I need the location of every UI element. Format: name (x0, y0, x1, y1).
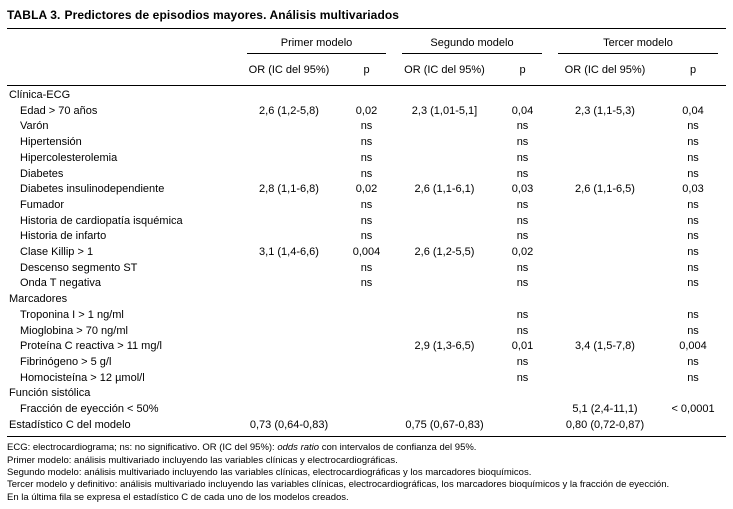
table-row (7, 276, 726, 292)
p-cell: ns (360, 277, 373, 290)
or-cell: 0,73 (0,64-0,83) (249, 418, 329, 431)
footnote-segment: Primer modelo: análisis multivariado incluyendo las variables clínicas y electrocardiográficas. (7, 454, 398, 466)
row-label: Hipertensión (20, 136, 82, 149)
or-cell: 2,3 (1,1-5,3) (575, 104, 635, 117)
results-table (7, 29, 726, 433)
p-cell: ns (687, 246, 699, 259)
p-cell (495, 292, 550, 308)
p-cell: 0,01 (511, 340, 534, 353)
p-cell: 0,04 (511, 104, 534, 117)
table-section-row (7, 86, 726, 104)
p-cell: ns (687, 230, 699, 243)
or-cell (550, 214, 660, 230)
p-cell (339, 339, 394, 355)
footnote-line (7, 492, 726, 504)
row-label: Mioglobina > 70 ng/ml (20, 324, 128, 337)
table-row (7, 198, 726, 214)
or-cell: 3,4 (1,5-7,8) (575, 340, 635, 353)
table-section-row (7, 292, 726, 308)
or-cell (550, 308, 660, 324)
or-cell (550, 371, 660, 387)
or-cell: 2,8 (1,1-6,8) (259, 183, 319, 196)
p-cell: 0,004 (352, 246, 381, 259)
table-row (7, 339, 726, 355)
or-cell (394, 324, 495, 340)
or-cell: 2,6 (1,1-6,1) (414, 183, 475, 196)
p-cell: 0,02 (511, 246, 534, 259)
p-cell: < 0,0001 (671, 403, 715, 416)
group-header-primer-modelo (239, 29, 394, 54)
row-label: Fracción de eyección < 50% (20, 403, 159, 416)
p-cell: 0,03 (682, 183, 704, 196)
p-cell: ns (687, 371, 699, 384)
row-label: Diabetes insulinodependiente (20, 183, 165, 196)
or-cell (239, 402, 339, 418)
group-label: Tercer modelo (558, 37, 718, 54)
or-cell (394, 308, 495, 324)
footnote-line (7, 467, 726, 479)
p-cell: ns (687, 120, 699, 133)
col-header-p-1: p (339, 54, 394, 86)
row-label: Clínica-ECG (9, 89, 71, 101)
p-cell (495, 418, 550, 434)
or-cell (394, 198, 495, 214)
or-cell: 3,1 (1,4-6,6) (259, 246, 319, 259)
or-cell (239, 386, 339, 402)
row-label: Edad > 70 años (20, 104, 98, 117)
row-label: Proteína C reactiva > 11 mg/l (20, 340, 162, 353)
footnote-italic-segment: odds ratio (277, 442, 320, 454)
table-body (7, 86, 726, 434)
p-cell: ns (687, 324, 699, 337)
table-section-row (7, 386, 726, 402)
footnote-line (7, 455, 726, 467)
or-cell (394, 371, 495, 387)
or-cell (550, 261, 660, 277)
or-cell (550, 276, 660, 292)
p-cell (339, 324, 394, 340)
p-cell: ns (687, 355, 699, 368)
p-cell (660, 386, 726, 402)
table-row (7, 135, 726, 151)
p-cell (495, 386, 550, 402)
or-cell (239, 276, 339, 292)
group-header-segundo-modelo (394, 29, 550, 54)
or-cell: 2,3 (1,01-5,1] (411, 104, 478, 117)
p-cell: ns (516, 230, 529, 243)
p-cell: ns (360, 151, 373, 164)
or-cell (550, 198, 660, 214)
p-cell: ns (687, 261, 699, 274)
corner-cell (7, 29, 239, 54)
or-cell (550, 386, 660, 402)
row-label: Troponina I > 1 ng/ml (20, 308, 124, 321)
p-cell: ns (516, 198, 529, 211)
p-cell (339, 418, 394, 434)
or-cell (550, 167, 660, 183)
row-label: Marcadores (9, 293, 68, 306)
row-label: Onda T negativa (20, 277, 101, 290)
or-cell: 2,6 (1,2-5,5) (414, 246, 475, 259)
p-cell: ns (687, 198, 699, 211)
or-cell (550, 229, 660, 245)
or-cell (550, 119, 660, 135)
p-cell (339, 308, 394, 324)
table-section-row (7, 418, 726, 434)
model-group-header-row (7, 29, 726, 54)
footnote-segment: En la última fila se expresa el estadístico C de cada uno de los modelos creados. (7, 491, 349, 503)
or-cell (239, 214, 339, 230)
row-label: Fumador (20, 198, 65, 211)
or-cell (394, 292, 495, 308)
p-cell: ns (360, 167, 373, 180)
p-cell: ns (360, 198, 373, 211)
p-cell: ns (687, 151, 699, 164)
col-header-p-2: p (495, 54, 550, 86)
column-header-row (7, 54, 726, 86)
p-cell: 0,02 (355, 104, 378, 117)
p-cell (495, 402, 550, 418)
footnote-line (7, 479, 726, 491)
or-cell (239, 86, 339, 104)
or-cell (239, 292, 339, 308)
or-cell (394, 119, 495, 135)
p-cell: ns (516, 355, 529, 368)
or-cell: 2,6 (1,1-6,5) (575, 183, 635, 196)
row-label: Descenso segmento ST (20, 261, 138, 274)
row-label: Homocisteína > 12 µmol/l (20, 371, 145, 384)
or-cell (394, 151, 495, 167)
p-cell: ns (516, 277, 529, 290)
or-cell (394, 386, 495, 402)
row-label: Historia de infarto (20, 230, 107, 243)
p-cell: ns (360, 214, 373, 227)
p-cell: ns (516, 136, 529, 149)
p-cell: ns (360, 136, 373, 149)
table-row (7, 167, 726, 183)
table-row (7, 214, 726, 230)
table-row (7, 371, 726, 387)
p-cell: ns (687, 277, 699, 290)
table-row (7, 402, 726, 418)
p-cell: 0,02 (355, 183, 378, 196)
or-cell: 0,75 (0,67-0,83) (405, 418, 484, 431)
footnotes (7, 436, 726, 503)
or-cell (239, 119, 339, 135)
or-cell: 2,6 (1,2-5,8) (259, 104, 319, 117)
or-cell (394, 86, 495, 104)
footnote-segment: Segundo modelo: análisis multivariado incluyendo las variables clínicas, electrocardiográficas y los marcadores bioquímicos. (7, 467, 532, 479)
p-cell (339, 355, 394, 371)
table-row (7, 324, 726, 340)
or-cell (394, 276, 495, 292)
p-cell: ns (360, 230, 373, 243)
p-cell (339, 402, 394, 418)
table-head (7, 29, 726, 86)
or-cell (239, 308, 339, 324)
p-cell (339, 86, 394, 104)
p-cell: ns (687, 308, 699, 321)
table-row (7, 151, 726, 167)
col-header-p-3: p (660, 54, 726, 86)
row-label: Diabetes (20, 167, 64, 180)
or-cell (550, 135, 660, 151)
or-cell (550, 292, 660, 308)
or-cell (239, 135, 339, 151)
or-cell (550, 324, 660, 340)
p-cell: 0,004 (679, 340, 707, 353)
or-cell (550, 151, 660, 167)
p-cell: ns (687, 167, 699, 180)
p-cell: ns (516, 308, 529, 321)
or-cell: 2,9 (1,3-6,5) (414, 340, 475, 353)
p-cell: ns (687, 136, 699, 149)
or-cell: 0,80 (0,72-0,87) (565, 418, 645, 431)
row-label: Historia de cardiopatía isquémica (20, 214, 183, 227)
table-number: TABLA 3. (7, 8, 61, 22)
or-cell (239, 339, 339, 355)
or-cell (239, 198, 339, 214)
col-header-or-3: OR (IC del 95%) (550, 54, 660, 86)
group-label: Primer modelo (247, 37, 386, 54)
group-label: Segundo modelo (402, 37, 542, 54)
or-cell (550, 245, 660, 261)
p-cell: ns (516, 371, 529, 384)
footnote-segment: ECG: electrocardiograma; ns: no significativo. OR (IC del 95%): (7, 442, 278, 454)
p-cell: ns (516, 120, 529, 133)
p-cell: ns (516, 151, 529, 164)
or-cell (394, 135, 495, 151)
or-cell (239, 167, 339, 183)
p-cell (339, 386, 394, 402)
table-row (7, 119, 726, 135)
p-cell: ns (516, 214, 529, 227)
row-label: Varón (20, 120, 49, 133)
or-cell (239, 324, 339, 340)
or-cell (239, 355, 339, 371)
table-row (7, 245, 726, 261)
table-row (7, 308, 726, 324)
p-cell: ns (687, 214, 699, 227)
p-cell (660, 86, 726, 104)
or-cell (394, 355, 495, 371)
or-cell (239, 261, 339, 277)
or-cell (394, 402, 495, 418)
col-header-or-2: OR (IC del 95%) (394, 54, 495, 86)
row-label: Función sistólica (9, 387, 91, 400)
row-label: Hipercolesterolemia (20, 151, 118, 164)
p-cell: ns (360, 120, 373, 133)
or-cell: 5,1 (2,4-11,1) (572, 403, 638, 416)
p-cell: ns (516, 167, 529, 180)
table-row (7, 229, 726, 245)
row-label: Estadístico C del modelo (9, 418, 131, 431)
table-row (7, 355, 726, 371)
p-cell: ns (516, 324, 529, 337)
p-cell (660, 292, 726, 308)
p-cell: ns (360, 261, 373, 274)
footnote-line (7, 442, 726, 454)
or-cell (394, 261, 495, 277)
or-cell (239, 371, 339, 387)
p-cell: ns (516, 261, 529, 274)
p-cell: 0,04 (682, 104, 704, 117)
table-title (7, 6, 726, 29)
p-cell (339, 292, 394, 308)
group-header-tercer-modelo (550, 29, 726, 54)
p-cell (339, 371, 394, 387)
col-header-or-1: OR (IC del 95%) (239, 54, 339, 86)
row-label: Clase Killip > 1 (20, 246, 94, 259)
or-cell (550, 355, 660, 371)
or-cell (239, 229, 339, 245)
or-cell (239, 151, 339, 167)
or-cell (394, 214, 495, 230)
or-cell (394, 167, 495, 183)
p-cell (660, 418, 726, 434)
footnote-segment: Tercer modelo y definitivo: análisis multivariado incluyendo las variables clínicas, electrocardiográficas, los marcadores bioquímicos y la fracción de eyección. (7, 479, 670, 491)
corner-cell (7, 54, 239, 86)
p-cell: 0,03 (511, 183, 534, 196)
table-row (7, 104, 726, 120)
p-cell (495, 86, 550, 104)
or-cell (550, 86, 660, 104)
table-row (7, 261, 726, 277)
table-caption: Predictores de episodios mayores. Análisis multivariados (64, 8, 400, 22)
table-row (7, 182, 726, 198)
footnote-segment: con intervalos de confianza del 95%. (319, 442, 477, 454)
or-cell (394, 229, 495, 245)
row-label: Fibrinógeno > 5 g/l (20, 355, 112, 368)
